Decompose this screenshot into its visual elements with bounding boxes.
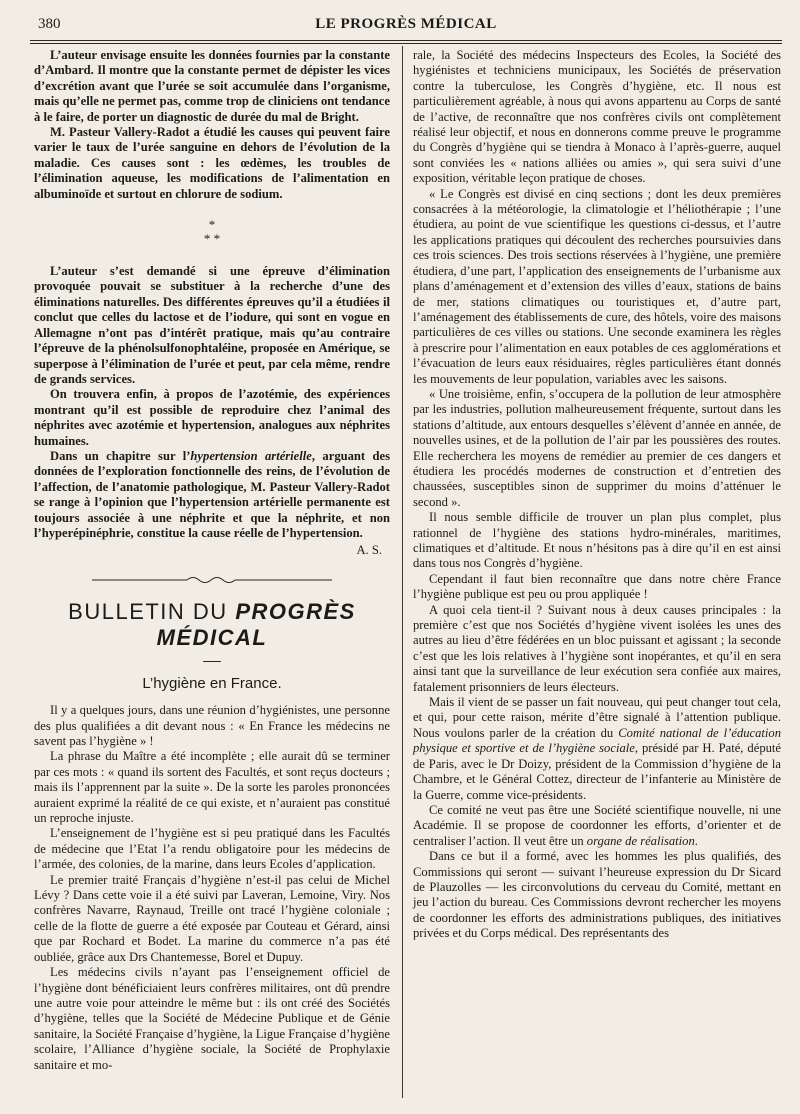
paragraph: Le premier traité Français d’hygiène n’est-il pas celui de Michel Lévy ? Dans cette voie il a été suivi par Laveran, Lemoine, Viry. Nos confrères Navarre, Raynaud, Treille ont tracé l’hygiène coloniale ; celle de la flotte de guerre a été exposée par Couteau et Gérard, ainsi que par Rochard et Bodet. La marine du commerce n’a pas été oubliée, grâce aux Drs Chantemesse, Borel et Dupuy. xyxy=(34,872,390,964)
paragraph: Les médecins civils n’ayant pas l’enseignement officiel de l’hygiène dont bénéficiaient leurs confrères militaires, ont dû prendre une autre voie pour atteindre le même but : ils ont créé des Sociétés d’hygiène, telles que la Société de Médecine Publique et de Génie sanitaire, la Société Française d’hygiène, la Ligue Française d’hygiène scolaire, l’Alliance d’hygiène sociale, la Société de Prophylaxie sanitaire et mo- xyxy=(34,965,390,1072)
author-signature: A. S. xyxy=(356,543,382,558)
text-run: Mais il vient de se passer un fait nouveau, qui peut changer tout cela, et qui, pour cette raison, mérite d’être signalé à l’attention publique. Nous voulons parler de la création du xyxy=(413,695,781,740)
paragraph: On trouvera enfin, à propos de l’azotémie, des expériences montrant qu’il est possible de reproduire chez l’animal des néphrites avec azotémie et hypertension, analogues aux néphrites humaines. xyxy=(34,387,390,448)
text-run: Dans un chapitre sur l’ xyxy=(50,448,191,463)
decorative-ornament xyxy=(92,575,332,585)
paragraph: « Une troisième, enfin, s’occupera de la pollution de leur atmosphère par les industries, pollution malheureusement fréquente, surtout dans les stations d’altitude, aux entours desquelles s’élèvent d’année en année, de nouvelles usines, et de la pollution de l’air par les poussières des routes. Elle recherchera les moyens de remédier au premier de ces dangers et étudiera les procédés modernes de construction et d’entretien des chaussées, susceptibles sinon de supprimer du moins d’atténuer le second ». xyxy=(413,386,781,509)
asterism-separator: * * * xyxy=(203,217,221,247)
left-column xyxy=(34,48,390,1073)
paragraph: M. Pasteur Vallery-Radot a étudié les causes qui peuvent faire varier le taux de l’urée sanguine en dehors de l’évolution de la maladie. Ces causes sont : les œdèmes, les troubles de l’élimination aqueuse, les modifications de l’alimentation en albuminoïde et surtout en chlorure de sodium. xyxy=(34,125,390,201)
bulletin-heading-plain: BULLETIN DU xyxy=(68,598,236,624)
paragraph: L’auteur s’est demandé si une épreuve d’élimination provoquée pouvait se substituer à la recherche d’une des éliminations naturelles. Des différentes épreuves qu’il a étudiées il conclut que celles du lactose et de l’iodure, qui sont en vogue en Allemagne n’ont pas d’intérêt pratique, mais qu’au contraire l’épreuve de la phénolsulfonophtaléine, proposée en Amérique, se superpose à l’élimination de l’urée et peut, par cela même, rendre de grands services. xyxy=(34,264,390,386)
paragraph xyxy=(413,695,781,803)
paragraph: Il y a quelques jours, dans une réunion d’hygiénistes, une personne des plus qualifiées a dit devant nous : « En France les médecins ne savent pas l’hygiène » ! xyxy=(34,703,390,748)
paragraph: Il nous semble difficile de trouver un plan plus complet, plus rationnel de l’hygiène des stations hydro-minérales, maritimes, climatiques et d’altitude. Et nous n’hésitons pas à dire qu’il en est ainsi dans tous nos Congrès d’hygiène. xyxy=(413,510,781,571)
page-header xyxy=(30,14,782,38)
short-rule xyxy=(203,661,221,662)
emphasis-text: organe de réalisation xyxy=(586,833,695,848)
paragraph: « Le Congrès est divisé en cinq sections ; dont les deux premières consacrées à la météorologie, la climatologie et l’héliothérapie ; l’une étudiera, au point de vue scientifique les questions ci-dessus, et l’autre les applications pratiques qui découlent des recherches poursuivies dans ces trois sciences. Des trois sections réservées à l’hygiène, une première étudiera, d’une part, l’application des enseignements de l’urbanisme aux plans d’aménagement et d’extension des villes d’eaux, stations de bains de mer, stations climatiques ou touristiques et, d’autre part, l’aménagement des établissements de cure, des hôtels, voire des maisons particulières de ces villes ou stations. Une seconde examinera les règles à prescrire pour l’alimentation en eaux potables de ces agglomérations et l’évacuation de leurs eaux résiduaires, règles particulières étant donnés les mouvements de leur population, variables avec les saisons. xyxy=(413,186,781,386)
column-divider xyxy=(402,46,403,1098)
text-run: , présidé par H. Paté, député de Paris, avec le Dr Doizy, président de la Commission d’hygiène de la Chambre, et le Général Cottez, directeur de l’infanterie au Ministère de la Guerre, comme vice-présidents. xyxy=(413,741,782,802)
paragraph: A quoi cela tient-il ? Suivant nous à deux causes principales : la première c’est que nos Sociétés d’hygiène vivent isolées les unes des autres au lieu d’être fédérées en un bloc puissant et agissant ; la seconde c’est que les lois relatives à l’hygiène sont inopérantes, et qu’il en sera ainsi tant que la surveillance de leur exécution sera confiée aux maires, fatalement prisonniers de leurs électeurs. xyxy=(413,602,781,694)
paragraph xyxy=(413,803,781,849)
section-title: L’hygiène en France. xyxy=(142,674,282,692)
paragraph: L’enseignement de l’hygiène est si peu pratiqué dans les Facultés de médecine que l’Etat l’a rendu obligatoire pour les médecins de l’armée, des colonies, de la marine, dans leurs Ecoles d’application. xyxy=(34,826,390,872)
paragraph: La phrase du Maître a été incomplète ; elle aurait dû se terminer par ces mots : « quand ils sortent des Facultés, et sont reçus docteurs ; mais ils l’apprennent par la suite ». De la sorte les paroles prononcées auraient exprimé la réalité de ce qui existe, et n’auraient pas constitué un reproche injuste. xyxy=(34,749,390,826)
bulletin-heading-italic: PROGRÈS MÉDICAL xyxy=(156,598,356,650)
page-number: 380 xyxy=(38,16,61,32)
paragraph: Cependant il faut bien reconnaître que dans notre chère France l’hygiène publique est peu ou prou appliquée ! xyxy=(413,571,781,602)
paragraph: L’auteur envisage ensuite les données fournies par la constante d’Ambard. Il montre que la constante permet de dépister les vices d’excrétion avant que l’urée se soit accumulée dans l’organisme, mais qu’elle ne permet pas, comme trop de cliniciens ont tendance à le faire, de porter un diagnostic de durée du mal de Bright. xyxy=(34,48,390,124)
right-column xyxy=(413,48,781,942)
bulletin-heading xyxy=(34,599,390,651)
text-run: Ce comité ne veut pas être une Société scientifique nouvelle, ni une Académie. Il se propose de coordonner les efforts, d’orienter et de centraliser l’action. Il veut être un xyxy=(413,802,781,848)
paragraph: Dans ce but il a formé, avec les hommes les plus qualifiés, des Commissions qui seront — suivant l’heureuse expression du Dr Sicard de Plauzolles — les circonvolutions du cerveau du Comité, mettant en jeu l’action du bureau. Ces Commissions devront rechercher les moyens de coordonner les efforts des administrations publiques, des initiatives privées et du Corps médical. Des représentants des xyxy=(413,849,781,941)
paragraph: rale, la Société des médecins Inspecteurs des Ecoles, la Société des hygiénistes et techniciens municipaux, les Sociétés de préservation contre la tuberculose, les Congrès d’hygiène, etc. Il nous est particulièrement agréable, à nous qui avons appartenu au Corps de santé de l’active, de reconnaître que nos confrères civils ont complètement réalisé leur objectif, et nous en donnerons comme preuve le programme du Congrès d’hygiène qui se tiendra à Monaco à l’après-guerre, auquel sont conviées les « nations alliées ou amies », qui sera suivi d’une exposition, véritable leçon pratique de choses. xyxy=(413,48,781,186)
text-run: , arguant des données de l’exploration fonctionnelle des reins, de l’évolution de l’affection, de l’anatomie pathologique, M. Pasteur Vallery-Radot se range à l’opinion que l’hypertension artérielle permanente est toujours associée à une néphrite et que la néphrite, et non l’hyperépinéphrie, constitue la cause réelle de l’hypertension. xyxy=(34,448,391,540)
emphasis-text: hypertension artérielle xyxy=(190,448,312,463)
emphasis-text: Comité national de l’éducation physique et sportive et de l’hygiène sociale xyxy=(413,725,782,756)
text-run: . xyxy=(694,833,698,848)
header-rule xyxy=(30,40,782,44)
journal-title: LE PROGRÈS MÉDICAL xyxy=(315,16,497,32)
paragraph xyxy=(34,449,390,541)
